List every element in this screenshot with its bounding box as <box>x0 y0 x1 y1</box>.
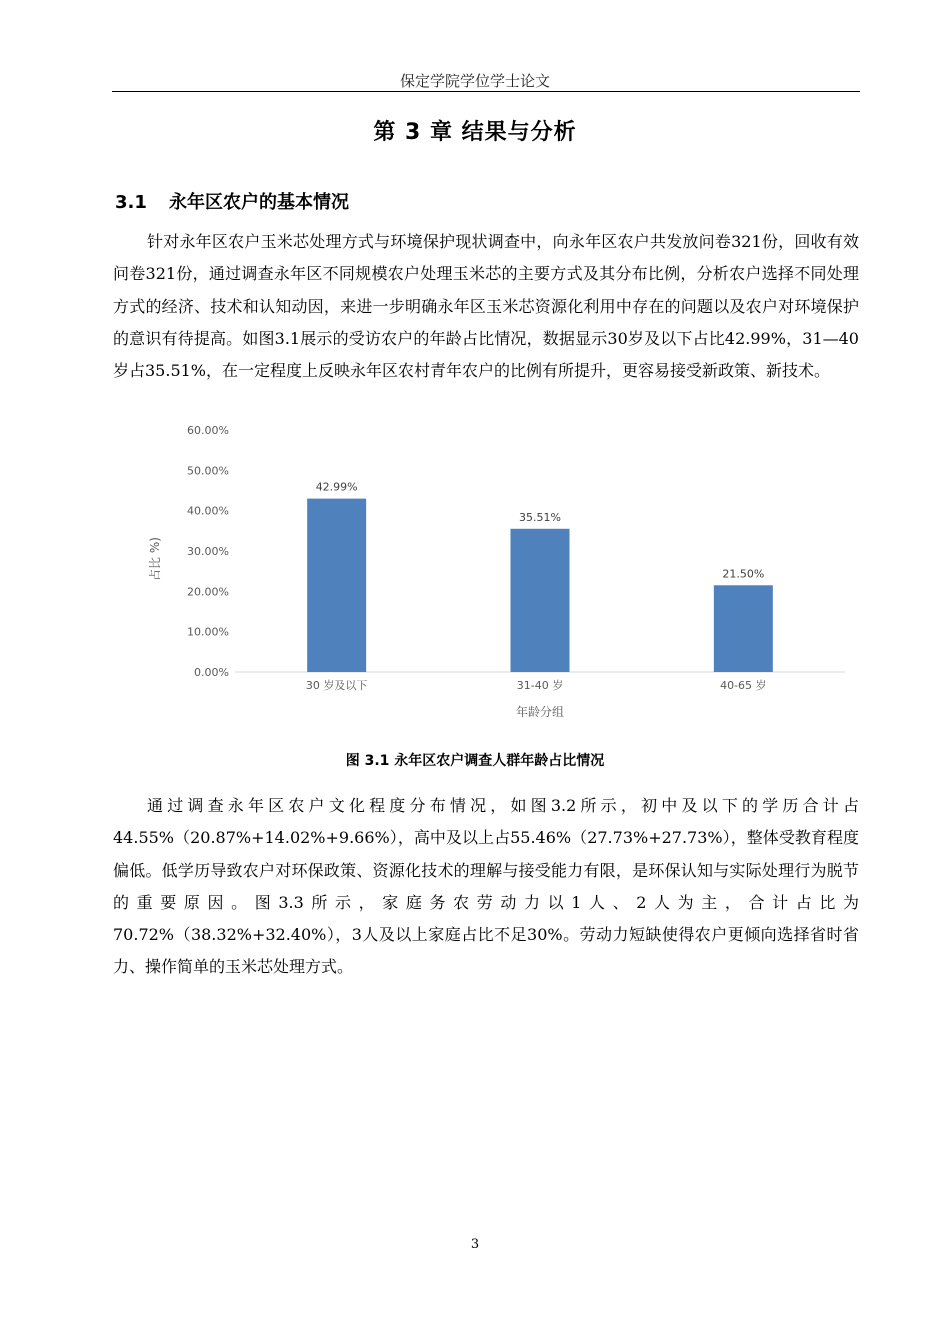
x-tick-label: 31-40 岁 <box>516 679 564 692</box>
y-tick-label: 0.00% <box>194 666 229 679</box>
x-axis-title: 年龄分组 <box>515 705 565 719</box>
chapter-title: 第 3 章 结果与分析 <box>373 120 577 145</box>
section-heading <box>115 188 349 214</box>
age-distribution-bar-chart <box>140 416 860 726</box>
bar <box>714 585 773 672</box>
section-number: 3.1 <box>115 192 147 213</box>
body-paragraph-2: 通过调查永年区农户文化程度分布情况，如图3.2所示，初中及以下的学历合计占44.55%（20.87%+14.02%+9.66%），高中及以上占55.46%（27.73%+27.73%），整体受教育程度偏低。低学历导致农户对环保政策、资源化技术的理解与接受能力有限，是环保认知与实际处理行为脱节的重要原因。图3.3所示，家庭务农劳动力以1人、2人为主，合计占比为70.72%（38.32%+32.40%），3人及以上家庭占比不足30%。劳动力短缺使得农户更倾向选择省时省力、操作简单的玉米芯处理方式。 <box>113 796 859 977</box>
bar <box>307 499 366 672</box>
y-tick-label: 30.00% <box>187 545 229 558</box>
data-label: 42.99% <box>315 480 358 494</box>
data-label: 35.51% <box>519 510 561 524</box>
header-divider <box>112 91 860 92</box>
y-tick-label: 40.00% <box>187 504 229 518</box>
page-number: 3 <box>470 1237 480 1252</box>
y-axis-title: 占比 %) <box>148 537 162 581</box>
data-label: 21.50% <box>722 567 765 581</box>
figure-caption: 图 3.1 永年区农户调查人群年龄占比情况 <box>345 753 605 769</box>
x-tick-label: 40-65 岁 <box>720 679 767 692</box>
y-tick-label: 50.00% <box>187 464 229 478</box>
body-paragraph-1: 针对永年区农户玉米芯处理方式与环境保护现状调查中，向永年区农户共发放问卷321份，回收有效问卷321份，通过调查永年区不同规模农户处理玉米芯的主要方式及其分布比例，分析农户选择不同处理方式的经济、技术和认知动因，来进一步明确永年区玉米芯资源化利用中存在的问题以及农户对环境保护的意识有待提高。如图3.1展示的受访农户的年龄占比情况，数据显示30岁及以下占比42.99%，31—40岁占35.51%，在一定程度上反映永年区农村青年农户的比例有所提升，更容易接受新政策、新技术。 <box>113 232 859 381</box>
x-tick-label: 30 岁及以下 <box>305 679 368 692</box>
bar <box>511 529 570 672</box>
y-tick-label: 20.00% <box>187 585 229 599</box>
y-tick-label: 10.00% <box>187 625 229 639</box>
y-tick-label: 60.00% <box>187 424 229 437</box>
page-header-title: 保定学院学位学士论文 <box>399 72 550 90</box>
section-title: 永年区农户的基本情况 <box>169 192 349 213</box>
